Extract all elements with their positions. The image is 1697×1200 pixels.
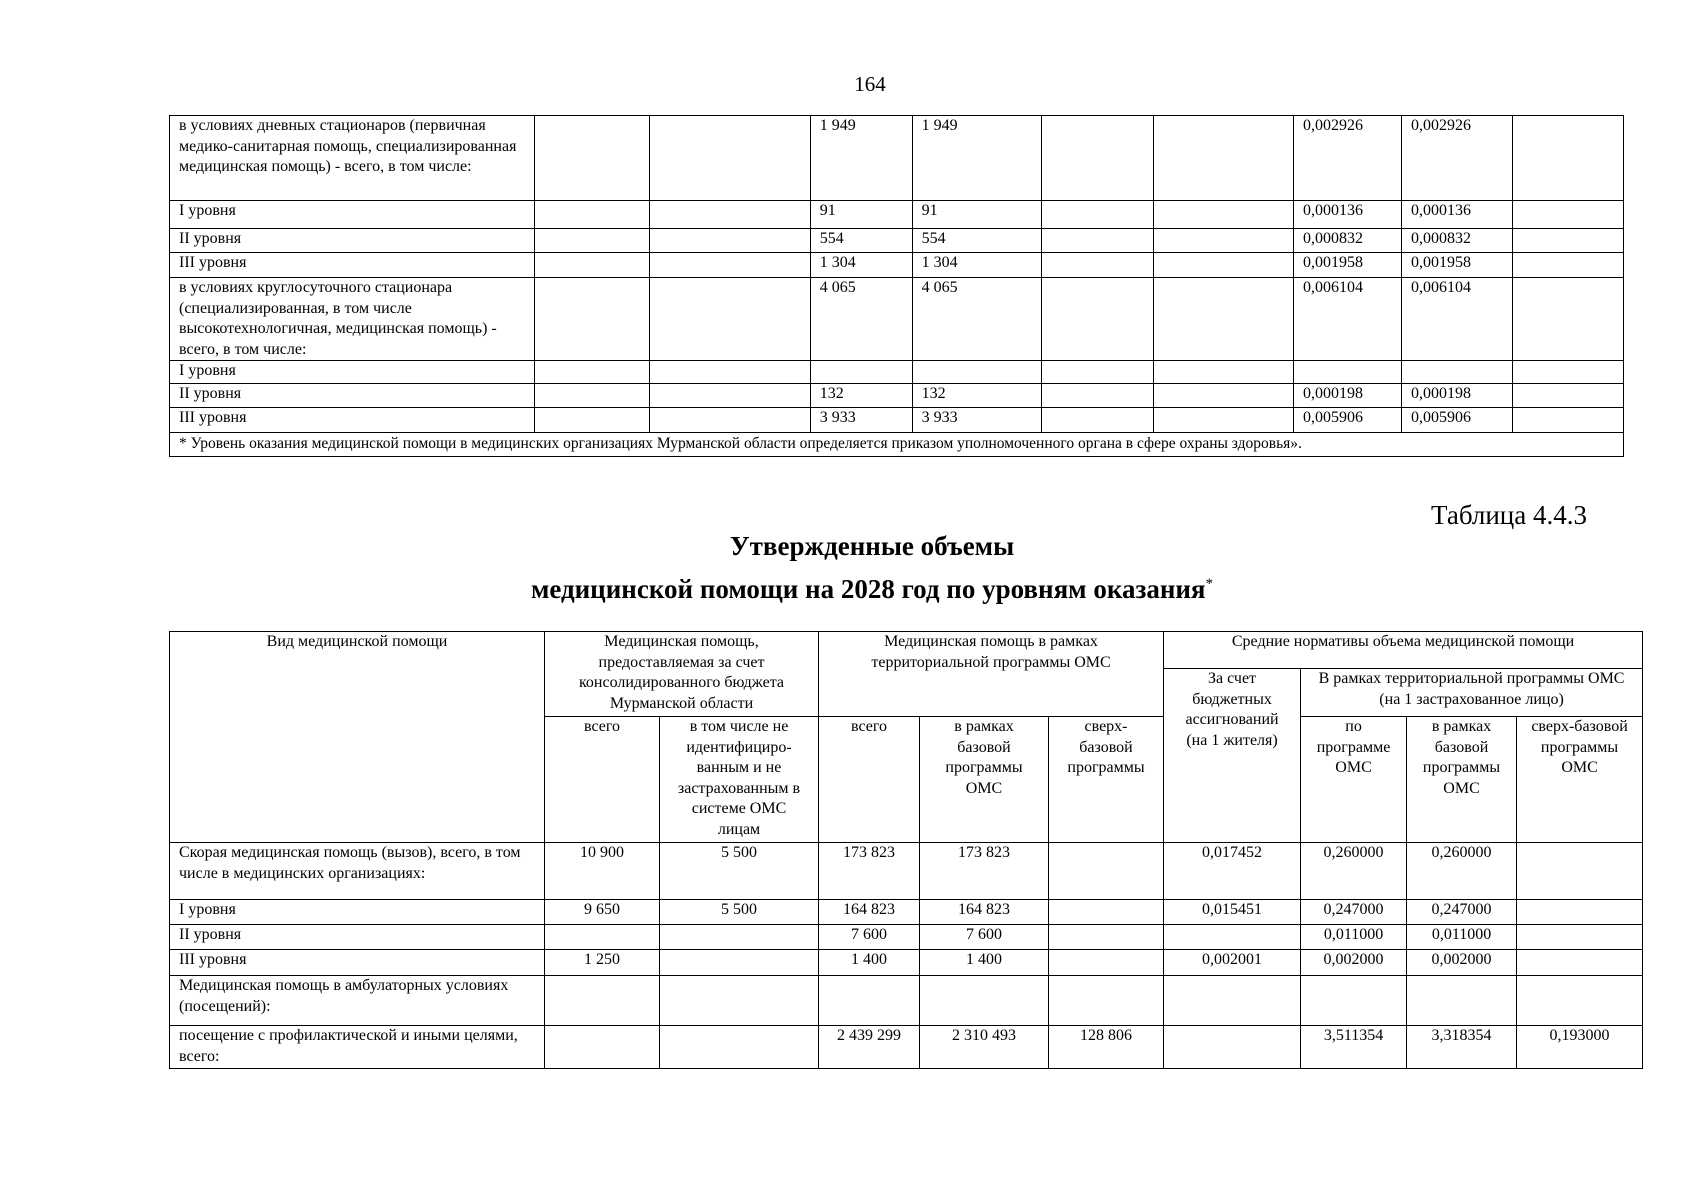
table-cell [535, 384, 650, 408]
table-cell: 0,005906 [1294, 408, 1402, 433]
table-cell: 0,000198 [1401, 384, 1512, 408]
table-cell: 0,017452 [1164, 843, 1301, 900]
table-cell [819, 976, 920, 1026]
row-label: II уровня [170, 384, 535, 408]
header-per-program: по программе ОМС [1301, 717, 1407, 843]
table-cell: 3 933 [810, 408, 912, 433]
table-row [170, 361, 1624, 384]
table-cell [650, 361, 810, 384]
table-cell: 5 500 [660, 900, 819, 925]
table-cell [912, 361, 1041, 384]
table-title-line2 [0, 565, 1697, 608]
table-cell [545, 1026, 660, 1069]
table-cell: 0,247000 [1301, 900, 1407, 925]
table-cell [650, 116, 810, 201]
table-cell [1512, 201, 1623, 229]
table-cell [1294, 361, 1402, 384]
row-label: в условиях дневных стационаров (первичная медико-санитарная помощь, специализированная медицинская помощь) - всего, в том числе: [170, 116, 535, 201]
table-cell [660, 925, 819, 950]
table-cell [535, 116, 650, 201]
table-cell [1164, 976, 1301, 1026]
table-cell [1153, 116, 1293, 201]
table-row [170, 253, 1624, 278]
table-cell [1153, 229, 1293, 253]
table-cell [1517, 976, 1643, 1026]
header-unidentified: в том числе не идентифициро-ванным и не застрахованным в системе ОМС лицам [660, 717, 819, 843]
table-row [170, 900, 1643, 925]
header-per-base: в рамках базовой программы ОМС [1407, 717, 1517, 843]
table-cell: 1 304 [912, 253, 1041, 278]
row-label: I уровня [170, 361, 535, 384]
table-cell [545, 925, 660, 950]
table-cell: 91 [810, 201, 912, 229]
table-row [170, 384, 1624, 408]
table-cell: 0,002926 [1294, 116, 1402, 201]
table-cell [535, 408, 650, 433]
table-cell [1301, 976, 1407, 1026]
table-cell [1407, 976, 1517, 1026]
table-row [170, 1026, 1643, 1069]
table-cell [1517, 843, 1643, 900]
header-type: Вид медицинской помощи [170, 632, 545, 843]
table-cell [1041, 278, 1153, 361]
footnote-text: * Уровень оказания медицинской помощи в медицинских организациях Мурманской области определяется приказом уполномоченного органа в сфере охраны здоровья». [170, 433, 1624, 457]
table-cell [1041, 116, 1153, 201]
table-cell: 1 304 [810, 253, 912, 278]
table-cell [535, 229, 650, 253]
table-cell [1153, 361, 1293, 384]
table-cell: 0,002001 [1164, 950, 1301, 976]
table-cell: 0,260000 [1407, 843, 1517, 900]
table-cell: 3 933 [912, 408, 1041, 433]
footnote-mark: * [1205, 576, 1214, 592]
table-cell: 0,011000 [1301, 925, 1407, 950]
table-cell: 0,001958 [1294, 253, 1402, 278]
table-cell [920, 976, 1049, 1026]
table-row [170, 925, 1643, 950]
table-cell [650, 253, 810, 278]
table-cell: 1 250 [545, 950, 660, 976]
table-cell [1401, 361, 1512, 384]
row-label: II уровня [170, 925, 545, 950]
table-cell: 0,193000 [1517, 1026, 1643, 1069]
header-oms-above: сверх-базовой программы [1049, 717, 1164, 843]
table-cell: 10 900 [545, 843, 660, 900]
table-cell: 1 949 [810, 116, 912, 201]
table-row [170, 201, 1624, 229]
table-cell: 0,260000 [1301, 843, 1407, 900]
table-cell [1512, 361, 1623, 384]
table-cell: 1 400 [920, 950, 1049, 976]
header-oms-total: всего [819, 717, 920, 843]
table-cell [1512, 116, 1623, 201]
table-cell: 0,002000 [1301, 950, 1407, 976]
table-caption: Таблица 4.4.3 [1431, 500, 1587, 530]
table-row [170, 408, 1624, 433]
header-oms-base: в рамках базовой программы ОМС [920, 717, 1049, 843]
table-cell [1049, 950, 1164, 976]
table-cell [1512, 408, 1623, 433]
table-cell [1153, 278, 1293, 361]
table-cell: 0,002926 [1401, 116, 1512, 201]
table-cell [1153, 253, 1293, 278]
table-cell [1049, 976, 1164, 1026]
header-per-above: сверх-базовой программы ОМС [1517, 717, 1643, 843]
table-cell [1049, 843, 1164, 900]
table-cell [660, 976, 819, 1026]
table-cell: 2 439 299 [819, 1026, 920, 1069]
table-cell: 7 600 [819, 925, 920, 950]
header-oms-per-insured: В рамках территориальной программы ОМС (на 1 застрахованное лицо) [1301, 669, 1643, 717]
table-cell: 173 823 [920, 843, 1049, 900]
table-row [170, 843, 1643, 900]
row-label: I уровня [170, 201, 535, 229]
table-cell: 173 823 [819, 843, 920, 900]
header-norms-group: Средние нормативы объема медицинской помощи [1164, 632, 1643, 669]
table-cell: 0,247000 [1407, 900, 1517, 925]
table-cell: 554 [912, 229, 1041, 253]
table-cell: 0,000198 [1294, 384, 1402, 408]
table-cell: 0,006104 [1294, 278, 1402, 361]
table-cell [1512, 384, 1623, 408]
table-title-line1: Утвержденные объемы [729, 531, 1015, 561]
header-budget-group: Медицинская помощь, предоставляемая за счет консолидированного бюджета Мурманской области [545, 632, 819, 717]
continuation-table [169, 115, 1624, 457]
table-cell [650, 408, 810, 433]
table-cell [1153, 408, 1293, 433]
table-cell: 7 600 [920, 925, 1049, 950]
table-cell [535, 201, 650, 229]
page-number: 164 [854, 72, 886, 96]
volumes-table [169, 631, 1643, 1069]
table-cell [1041, 408, 1153, 433]
table-cell [1512, 229, 1623, 253]
table-cell [1049, 900, 1164, 925]
table-cell: 0,005906 [1401, 408, 1512, 433]
table-cell: 132 [912, 384, 1041, 408]
header-budget-total: всего [545, 717, 660, 843]
table-cell: 554 [810, 229, 912, 253]
table-cell: 0,006104 [1401, 278, 1512, 361]
table-cell: 4 065 [810, 278, 912, 361]
table-cell [535, 361, 650, 384]
table-cell: 0,000832 [1294, 229, 1402, 253]
table-cell [1041, 361, 1153, 384]
table-cell [1164, 1026, 1301, 1069]
header-oms-group: Медицинская помощь в рамках территориальной программы ОМС [819, 632, 1164, 717]
row-label: III уровня [170, 253, 535, 278]
table-title-text: медицинской помощи на 2028 год по уровням оказания [530, 574, 1206, 604]
row-label: Медицинская помощь в амбулаторных условиях (посещений): [170, 976, 545, 1026]
table-cell: 0,001958 [1401, 253, 1512, 278]
table-cell [1049, 925, 1164, 950]
table-cell [1512, 253, 1623, 278]
table-cell [1041, 384, 1153, 408]
table-cell [1041, 253, 1153, 278]
table-cell [1517, 950, 1643, 976]
table-cell: 128 806 [1049, 1026, 1164, 1069]
footnote-row [170, 433, 1624, 457]
table-cell: 0,015451 [1164, 900, 1301, 925]
table-cell: 1 949 [912, 116, 1041, 201]
table-cell [1153, 384, 1293, 408]
table-cell [1041, 229, 1153, 253]
table-cell [1153, 201, 1293, 229]
table-cell [660, 950, 819, 976]
table-cell: 3,318354 [1407, 1026, 1517, 1069]
table-cell: 132 [810, 384, 912, 408]
table-row [170, 950, 1643, 976]
row-label: III уровня [170, 408, 535, 433]
table-cell [650, 278, 810, 361]
table-cell: 9 650 [545, 900, 660, 925]
table-cell: 164 823 [819, 900, 920, 925]
table-row [170, 976, 1643, 1026]
table-cell [1164, 925, 1301, 950]
table-cell [545, 976, 660, 1026]
table-cell: 0,002000 [1407, 950, 1517, 976]
table-cell [535, 253, 650, 278]
table-cell: 1 400 [819, 950, 920, 976]
table-cell [1517, 925, 1643, 950]
table-row [170, 278, 1624, 361]
header-budget-per-resident: За счет бюджетных ассигнований (на 1 жителя) [1164, 669, 1301, 843]
row-label: Скорая медицинская помощь (вызов), всего, в том числе в медицинских организациях: [170, 843, 545, 900]
table-cell: 3,511354 [1301, 1026, 1407, 1069]
row-label: посещение с профилактической и иными целями, всего: [170, 1026, 545, 1069]
table-cell: 164 823 [920, 900, 1049, 925]
table-cell [1041, 201, 1153, 229]
table-cell [810, 361, 912, 384]
table-cell [650, 201, 810, 229]
table-cell: 2 310 493 [920, 1026, 1049, 1069]
table-cell [660, 1026, 819, 1069]
table-cell: 0,000832 [1401, 229, 1512, 253]
table-cell: 0,011000 [1407, 925, 1517, 950]
table-cell: 5 500 [660, 843, 819, 900]
row-label: II уровня [170, 229, 535, 253]
table-cell [650, 229, 810, 253]
row-label: I уровня [170, 900, 545, 925]
table-row [170, 229, 1624, 253]
table-cell [650, 384, 810, 408]
row-label: III уровня [170, 950, 545, 976]
table-row [170, 116, 1624, 201]
table-cell: 4 065 [912, 278, 1041, 361]
table-cell [1517, 900, 1643, 925]
table-cell: 0,000136 [1401, 201, 1512, 229]
table-cell [535, 278, 650, 361]
table-cell [1512, 278, 1623, 361]
row-label: в условиях круглосуточного стационара (специализированная, в том числе высокотехнологичная, медицинская помощь) - всего, в том числе: [170, 278, 535, 361]
table-cell: 0,000136 [1294, 201, 1402, 229]
table-cell: 91 [912, 201, 1041, 229]
